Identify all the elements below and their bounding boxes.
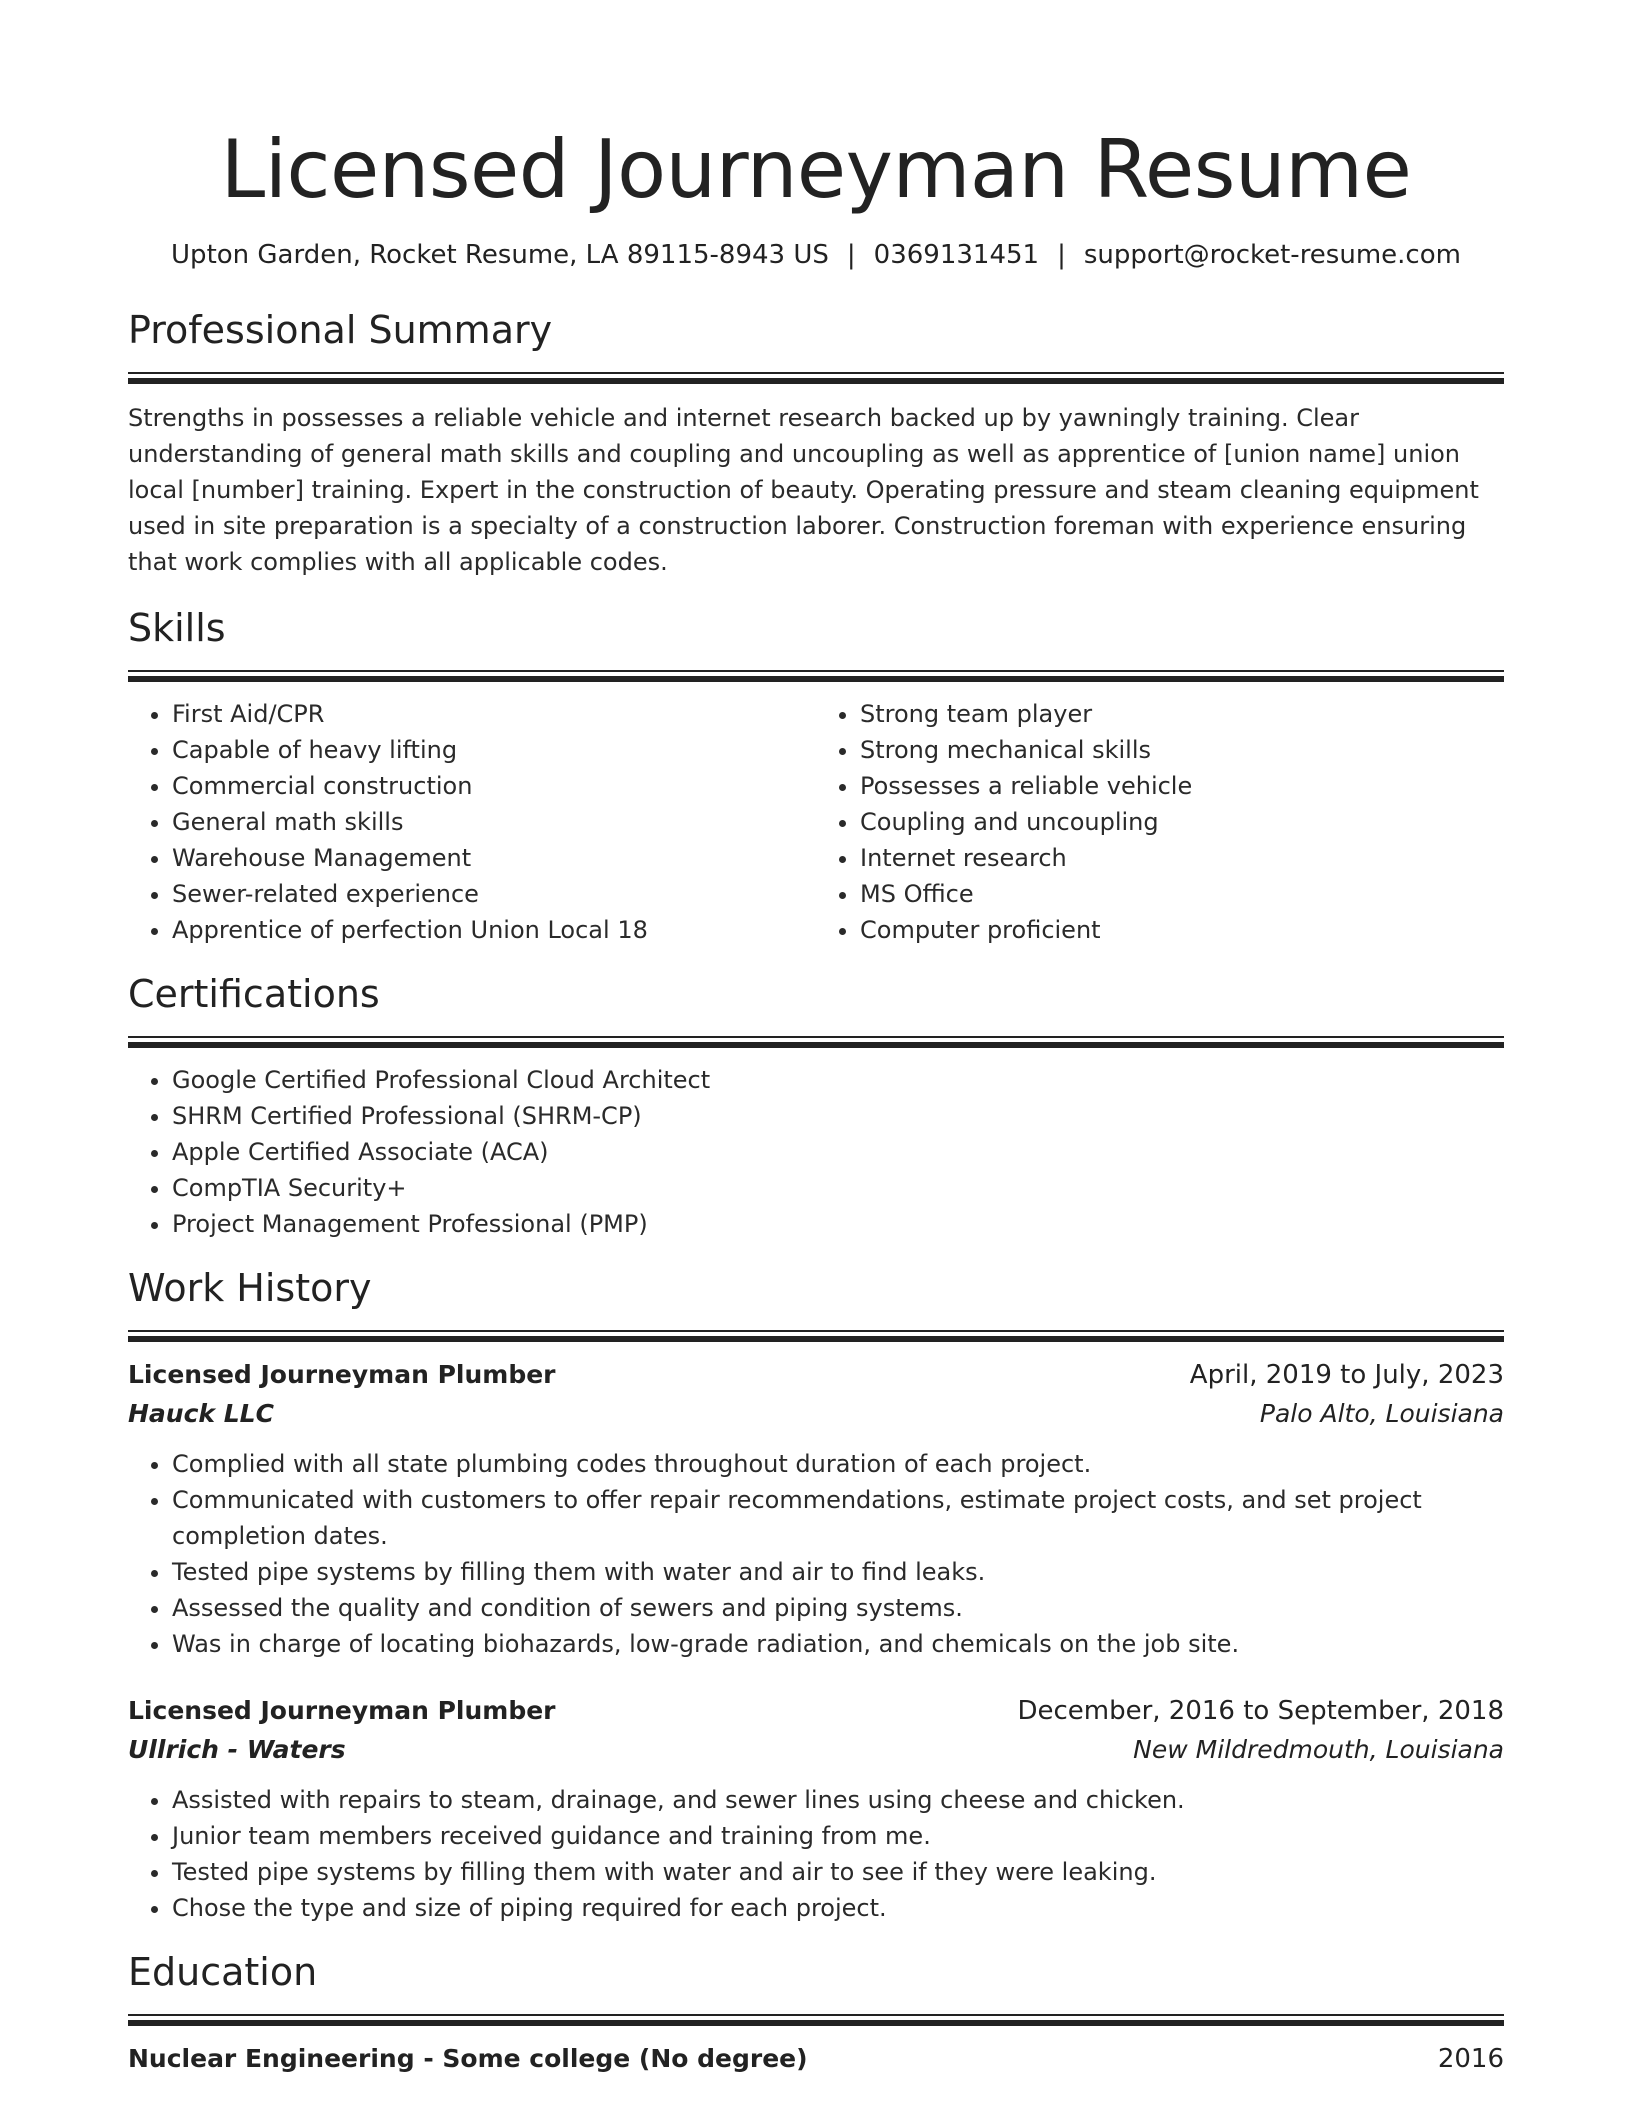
job-bullet: • Junior team members received guidance and training from me. bbox=[172, 1818, 1504, 1854]
skills-columns bbox=[128, 682, 1504, 948]
education-year: 2016 bbox=[1437, 2044, 1504, 2074]
job-entry bbox=[128, 1356, 1504, 1662]
certifications-section bbox=[128, 972, 1504, 1242]
skill-item: • Coupling and uncoupling bbox=[860, 804, 1504, 840]
summary-text: Strengths in possesses a reliable vehicle and internet research backed up by yawningly training. Clear understanding of general math skills and coupling and uncoupling as well as apprentice of [union name] union local [number] training. Expert in the construction of beauty. Operating pressure and steam cleaning equipment used in site preparation is a specialty of a construction laborer. Construction foreman with experience ensuring that work complies with all applicable codes. bbox=[128, 404, 1479, 576]
job-header bbox=[128, 1356, 1504, 1394]
job-dates: April, 2019 to July, 2023 bbox=[1189, 1360, 1504, 1390]
education-degree: Nuclear Engineering - Some college (No degree) bbox=[128, 2044, 808, 2073]
certification-item: • Project Management Professional (PMP) bbox=[172, 1206, 1504, 1242]
job-location: New Mildredmouth, Louisiana bbox=[1133, 1735, 1504, 1764]
contact-address: Upton Garden, Rocket Resume, LA 89115-8943 US bbox=[171, 240, 829, 270]
section-divider bbox=[128, 1036, 1504, 1048]
job-company: Hauck LLC bbox=[128, 1399, 274, 1428]
job-bullet: • Communicated with customers to offer repair recommendations, estimate project costs, and set project completion dates. bbox=[172, 1482, 1504, 1554]
skill-item: • MS Office bbox=[860, 876, 1504, 912]
summary-section bbox=[128, 308, 1504, 580]
contact-separator: | bbox=[1057, 240, 1066, 270]
skill-item: • Strong team player bbox=[860, 696, 1504, 732]
contact-email: support@rocket-resume.com bbox=[1083, 240, 1461, 270]
education-section bbox=[128, 1950, 1504, 2078]
job-bullet: • Assessed the quality and condition of sewers and piping systems. bbox=[172, 1590, 1504, 1626]
job-entry bbox=[128, 1692, 1504, 1926]
job-company: Ullrich - Waters bbox=[128, 1735, 346, 1764]
certification-item: • Apple Certified Associate (ACA) bbox=[172, 1134, 1504, 1170]
skill-item: • Internet research bbox=[860, 840, 1504, 876]
skill-item: • Commercial construction bbox=[172, 768, 816, 804]
section-divider bbox=[128, 372, 1504, 384]
job-bullet: • Chose the type and size of piping required for each project. bbox=[172, 1890, 1504, 1926]
section-heading: Certifications bbox=[128, 972, 380, 1016]
section-heading: Skills bbox=[128, 606, 226, 650]
education-entry bbox=[128, 2040, 1504, 2078]
certification-item: • SHRM Certified Professional (SHRM-CP) bbox=[172, 1098, 1504, 1134]
section-heading: Work History bbox=[128, 1266, 372, 1310]
job-subheader bbox=[128, 1730, 1504, 1770]
job-bullet: • Tested pipe systems by filling them with water and air to find leaks. bbox=[172, 1554, 1504, 1590]
job-bullet: • Tested pipe systems by filling them with water and air to see if they were leaking. bbox=[172, 1854, 1504, 1890]
job-bullets bbox=[128, 1446, 1504, 1662]
resume-title: Licensed Journeyman Resume bbox=[220, 123, 1412, 216]
section-divider bbox=[128, 670, 1504, 682]
section-divider bbox=[128, 2014, 1504, 2026]
resume-page bbox=[128, 120, 1504, 2078]
contact-separator: | bbox=[846, 240, 856, 270]
job-title: Licensed Journeyman Plumber bbox=[128, 1696, 556, 1725]
skills-list-right bbox=[816, 696, 1504, 948]
contact-line bbox=[128, 238, 1504, 272]
job-bullets bbox=[128, 1782, 1504, 1926]
skill-item: • Strong mechanical skills bbox=[860, 732, 1504, 768]
skills-list-left bbox=[128, 696, 816, 948]
section-heading: Professional Summary bbox=[128, 308, 553, 352]
job-bullet: • Was in charge of locating biohazards, low-grade radiation, and chemicals on the job site. bbox=[172, 1626, 1504, 1662]
job-bullet: • Assisted with repairs to steam, drainage, and sewer lines using cheese and chicken. bbox=[172, 1782, 1504, 1818]
job-bullet: • Complied with all state plumbing codes throughout duration of each project. bbox=[172, 1446, 1504, 1482]
skill-item: • Capable of heavy lifting bbox=[172, 732, 816, 768]
skill-item: • Warehouse Management bbox=[172, 840, 816, 876]
certification-item: • CompTIA Security+ bbox=[172, 1170, 1504, 1206]
skill-item: • Possesses a reliable vehicle bbox=[860, 768, 1504, 804]
skill-item: • General math skills bbox=[172, 804, 816, 840]
skill-item: • First Aid/CPR bbox=[172, 696, 816, 732]
skill-item: • Computer proficient bbox=[860, 912, 1504, 948]
certification-item: • Google Certified Professional Cloud Architect bbox=[172, 1062, 1504, 1098]
contact-phone: 0369131451 bbox=[873, 240, 1040, 270]
job-header bbox=[128, 1692, 1504, 1730]
job-location: Palo Alto, Louisiana bbox=[1259, 1399, 1504, 1428]
work-history-section bbox=[128, 1266, 1504, 1926]
section-heading: Education bbox=[128, 1950, 318, 1994]
certifications-list bbox=[128, 1062, 1504, 1242]
skills-section bbox=[128, 606, 1504, 948]
job-title: Licensed Journeyman Plumber bbox=[128, 1360, 556, 1389]
skill-item: • Sewer-related experience bbox=[172, 876, 816, 912]
section-divider bbox=[128, 1330, 1504, 1342]
job-subheader bbox=[128, 1394, 1504, 1434]
skill-item: • Apprentice of perfection Union Local 18 bbox=[172, 912, 816, 948]
job-dates: December, 2016 to September, 2018 bbox=[1017, 1696, 1504, 1726]
